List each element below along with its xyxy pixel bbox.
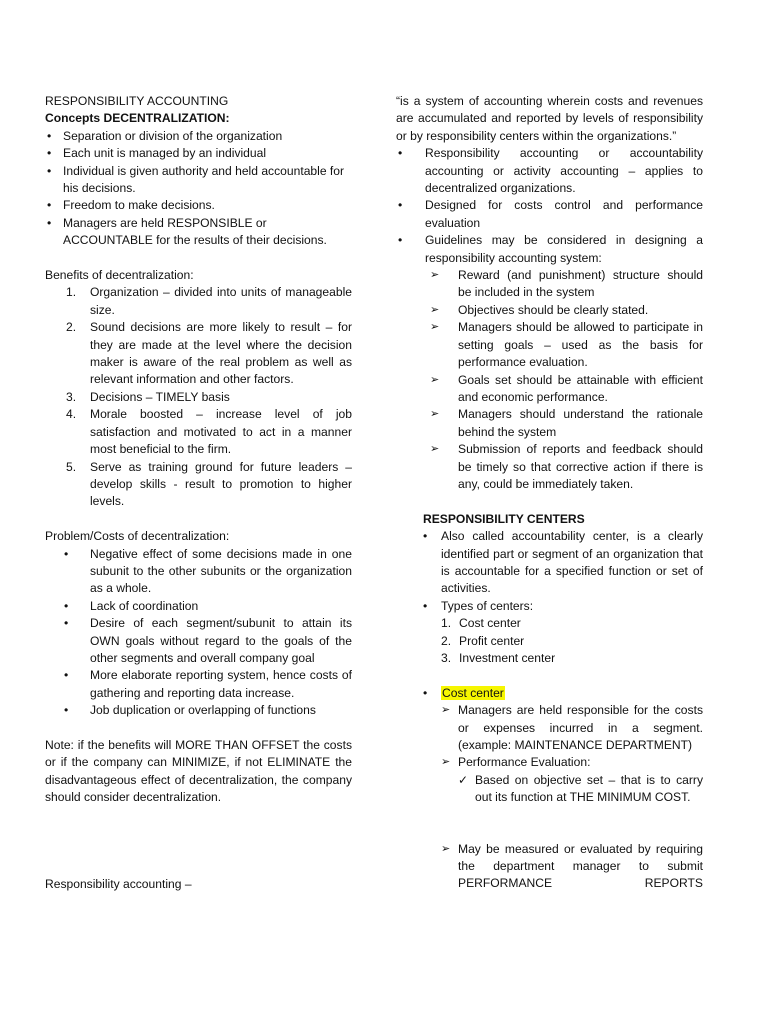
list-item: 2. Sound decisions are more likely to result – for they are made at the level where the decision maker is aware of the real problem as well as relevant information and other factors.	[66, 320, 352, 387]
center-types-list	[396, 615, 703, 667]
list-item: • Individual is given authority and held accountable for his decisions.	[47, 163, 345, 196]
bullet-icon: •	[64, 546, 69, 561]
list-item: • Also called accountability center, is a clearly identified part or segment of an organization that is accountable for a specified function or set of activities.	[396, 528, 703, 598]
list-item: 5. Serve as training ground for future leaders – develop skills - result to promotion to higher levels.	[66, 459, 352, 509]
list-item: 2. Profit center	[441, 633, 525, 648]
definition-paragraph: “is a system of accounting wherein costs and revenues are accumulated and reported by levels of responsibility or by responsibility centers within the organizations.”	[396, 94, 703, 143]
last-item-text: May be measured or evaluated by requiring the department manager to submit PERFORMANCE REPORTS	[458, 841, 703, 891]
concepts-list	[45, 128, 352, 250]
arrow-icon: ➢	[441, 704, 451, 717]
bullet-icon: •	[47, 215, 52, 230]
check-icon: ✓	[458, 772, 469, 787]
points-list	[396, 145, 703, 267]
bullet-icon: •	[398, 233, 403, 248]
list-item: ✓ Based on objective set – that is to carry out its function at THE MINIMUM COST.	[396, 772, 703, 807]
list-item: 1. Cost center	[441, 616, 521, 631]
list-item: • Designed for costs control and performance evaluation	[398, 198, 703, 230]
arrow-icon: ➢	[430, 373, 440, 386]
list-item: ➢ Managers are held responsible for the costs or expenses incurred in a segment. (example: MAINTENANCE DEPARTMENT)	[396, 702, 703, 754]
list-item: 3. Investment center	[441, 650, 556, 665]
bullet-icon: •	[64, 668, 69, 683]
bullet-icon: •	[423, 598, 428, 613]
bullet-icon: •	[47, 146, 52, 161]
list-item: ➢ Goals set should be attainable with efficient and economic performance.	[396, 372, 703, 407]
list-item: ➢ Managers should be allowed to participate in setting goals – used as the basis for performance evaluation.	[396, 319, 703, 371]
list-item: • Desire of each segment/subunit to attain its OWN goals without regard to the goals of the other segments and overall company goal	[45, 615, 352, 667]
list-item: • Responsibility accounting or accountability accounting or activity accounting – applies to decentralized organizations.	[398, 146, 703, 196]
list-item: ➢ Objectives should be clearly stated.	[396, 302, 703, 319]
list-item	[396, 841, 703, 893]
bullet-icon: •	[423, 529, 428, 544]
list-item: ➢ Submission of reports and feedback should be timely so that corrective action if there is any, could be immediately taken.	[396, 441, 703, 493]
arrow-icon: ➢	[430, 321, 440, 334]
arrow-icon: ➢	[430, 303, 440, 316]
cost-center-item	[396, 685, 703, 702]
arrow-icon: ➢	[430, 269, 440, 282]
list-item: • Managers are held RESPONSIBLE or ACCOUNTABLE for the results of their decisions.	[47, 215, 327, 248]
problems-heading: Problem/Costs of decentralization:	[45, 529, 230, 544]
arrow-icon: ➢	[441, 756, 451, 769]
list-item: 1. Organization – divided into units of manageable size.	[66, 285, 352, 317]
guidelines-list	[396, 267, 703, 493]
bullet-icon: •	[398, 198, 403, 213]
centers-heading: RESPONSIBILITY CENTERS	[423, 511, 585, 526]
list-item: • Types of centers:	[396, 598, 703, 615]
bullet-icon: •	[64, 616, 69, 631]
list-item: • Lack of coordination	[45, 598, 352, 615]
bullet-icon: •	[47, 163, 52, 178]
problems-list	[45, 546, 352, 720]
document-title: RESPONSIBILITY ACCOUNTING	[45, 94, 229, 108]
bullet-icon: •	[423, 685, 428, 700]
bullet-icon: •	[47, 198, 52, 213]
list-item: 4. Morale boosted – increase level of job satisfaction and motivated to act in a manner most beneficial to the firm.	[66, 407, 352, 457]
list-item: • Separation or division of the organization	[45, 128, 352, 145]
note-paragraph: Note: if the benefits will MORE THAN OFFSET the costs or if the company can MINIMIZE, if not ELIMINATE the disadvantageous effect of decentralization, the company should consider decentralization.	[45, 737, 352, 805]
list-item: • Freedom to make decisions.	[45, 197, 352, 214]
cost-center-list	[396, 702, 703, 806]
arrow-icon: ➢	[430, 408, 440, 421]
bullet-icon: •	[47, 128, 52, 143]
list-item: ➢ Reward (and punishment) structure should be included in the system	[396, 267, 703, 302]
right-column	[396, 93, 703, 893]
list-item: • Each unit is managed by an individual	[45, 145, 352, 162]
bullet-icon: •	[398, 146, 403, 161]
concepts-heading: Concepts DECENTRALIZATION:	[45, 111, 230, 126]
list-item: • More elaborate reporting system, hence costs of gathering and reporting data increase.	[45, 667, 352, 702]
bullet-icon: •	[64, 598, 69, 613]
list-item: ➢ Performance Evaluation:	[396, 754, 703, 771]
left-column	[45, 93, 352, 893]
footer-text: Responsibility accounting –	[45, 876, 192, 891]
list-item: ➢ Managers should understand the rationale behind the system	[396, 406, 703, 441]
list-item: 3. Decisions – TIMELY basis	[66, 389, 230, 404]
list-item: • Job duplication or overlapping of functions	[45, 702, 352, 719]
highlighted-label: Cost center	[442, 685, 504, 700]
list-item: • Guidelines may be considered in designing a responsibility accounting system:	[398, 233, 703, 265]
bullet-icon: •	[64, 703, 69, 718]
arrow-icon: ➢	[441, 842, 451, 855]
benefits-heading: Benefits of decentralization:	[45, 268, 194, 283]
arrow-icon: ➢	[430, 443, 440, 456]
list-item: • Negative effect of some decisions made in one subunit to the other subunits or the organization as a whole.	[45, 546, 352, 598]
benefits-list	[45, 284, 352, 510]
centers-list	[396, 528, 703, 615]
